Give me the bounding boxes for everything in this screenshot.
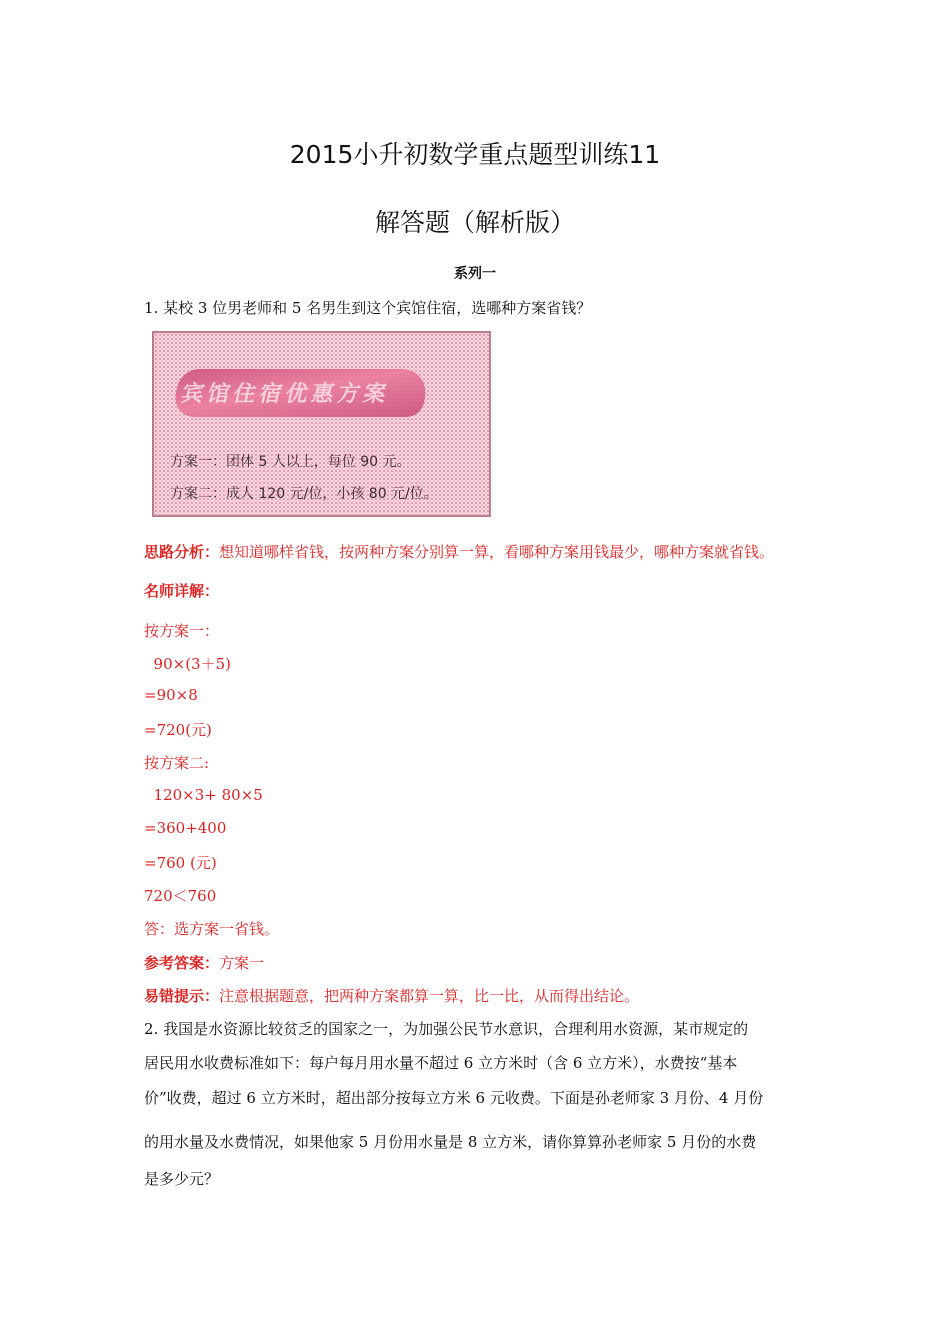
reference-answer-label: 参考答案： (144, 954, 220, 972)
document-subtitle: 解答题（解析版） (374, 208, 575, 237)
step-line: =360+400 (144, 819, 227, 837)
analysis-label: 思路分析： (144, 543, 220, 561)
question-1-text: 1. 某校 3 位男老师和 5 名男生到这个宾馆住宿，选哪种方案省钱？ (144, 299, 592, 317)
notice-plan-1: 方案一：团体 5 人以上，每位 90 元。 (170, 454, 411, 470)
analysis-text: 想知道哪样省钱，按两种方案分别算一算，看哪种方案用钱最少，哪种方案就省钱。 (219, 543, 775, 561)
step-line: 按方案二: (144, 754, 210, 772)
step-line: 120×3+ 80×5 (144, 786, 263, 804)
reference-answer-line (144, 952, 264, 973)
question-2-line: 价”收费，超过 6 立方米时，超出部分按每立方米 6 元收费。下面是孙老师家 3 月份、4 月份 (144, 1089, 764, 1107)
question-2-line: 居民用水收费标准如下：每户每月用水量不超过 6 立方米时（含 6 立方米），水费按“基本 (144, 1054, 738, 1072)
series-heading: 系列一 (454, 266, 496, 282)
answer-sentence: 答：选方案一省钱。 (144, 920, 280, 938)
tip-text: 注意根据题意，把两种方案都算一算，比一比，从而得出结论。 (219, 987, 640, 1005)
step-line: 720＜760 (144, 887, 217, 905)
hotel-notice-image (152, 331, 491, 517)
tip-label: 易错提示： (144, 987, 220, 1005)
step-line: =90×8 (144, 686, 198, 704)
document-title: 2015小升初数学重点题型训练11 (289, 140, 661, 169)
step-line: 90×(3＋5) (144, 655, 231, 673)
analysis-line (144, 541, 774, 562)
question-2-line: 是多少元？ (144, 1170, 220, 1188)
notice-heading: 宾馆住宿优惠方案 (178, 382, 393, 407)
step-line: =760 (元) (144, 854, 217, 872)
question-2-line: 2. 我国是水资源比较贫乏的国家之一，为加强公民节水意识，合理利用水资源，某市规定的 (144, 1020, 749, 1038)
notice-plan-2: 方案二：成人 120 元/位，小孩 80 元/位。 (170, 486, 438, 502)
step-line: 按方案一： (144, 622, 220, 640)
detail-label: 名师详解： (144, 582, 220, 600)
step-line: =720(元) (144, 721, 212, 739)
tip-line (144, 985, 639, 1006)
question-2-line: 的用水量及水费情况，如果他家 5 月份用水量是 8 立方米，请你算算孙老师家 5 月份的水费 (144, 1133, 757, 1151)
reference-answer-text: 方案一 (219, 954, 265, 972)
